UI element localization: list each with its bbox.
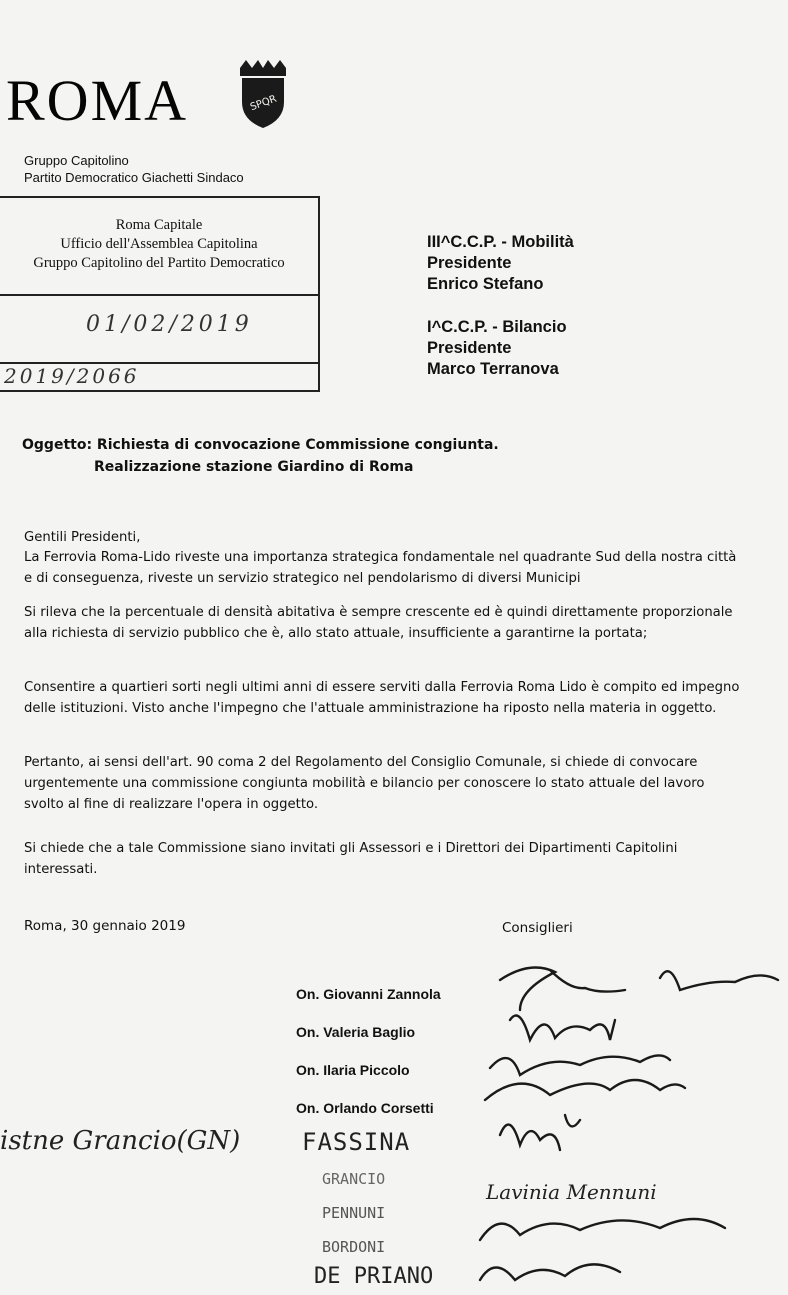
recipient-commission: I^C.C.P. - Bilancio xyxy=(427,318,567,336)
signer-name: On. Giovanni Zannola xyxy=(296,986,441,1002)
recipient-role: Presidente xyxy=(427,339,512,357)
signer-name: On. Ilaria Piccolo xyxy=(296,1062,410,1078)
roma-crest-icon xyxy=(232,58,294,130)
body-paragraph: La Ferrovia Roma-Lido riveste una importanza strategica fondamentale nel quadrante Sud della nostra città e di conseguenza, riveste un servizio strategico nel pendolarismo di diversi Municipi xyxy=(24,550,737,586)
stamp-protocol: 2019/2066 xyxy=(4,364,140,388)
group-line-1: Gruppo Capitolino xyxy=(24,153,129,168)
signer-name: On. Orlando Corsetti xyxy=(296,1100,434,1116)
subject-line-1: Oggetto: Richiesta di convocazione Commissione congiunta. xyxy=(22,437,499,453)
handwritten-name: PENNUNI xyxy=(322,1204,386,1222)
recipient-role: Presidente xyxy=(427,254,512,272)
stamp-divider xyxy=(0,294,318,296)
stamp-line-3: Gruppo Capitolino del Partito Democratico xyxy=(33,255,285,271)
letter-date: Roma, 30 gennaio 2019 xyxy=(24,918,186,934)
svg-text:SPQR: SPQR xyxy=(248,93,279,114)
consiglieri-label: Consiglieri xyxy=(502,920,573,936)
stamp-line-2: Ufficio dell'Assemblea Capitolina xyxy=(60,236,258,252)
party-group xyxy=(24,152,244,186)
stamp-line-1: Roma Capitale xyxy=(115,217,203,233)
handwritten-name: GRANCIO xyxy=(322,1170,386,1188)
body-paragraph: Pertanto, ai sensi dell'art. 90 coma 2 del Regolamento del Consiglio Comunale, si chiede di convocare urgentemente una commissione congiunta mobilità e bilancio per conoscere lo stato attuale del lavoro svolto al fine di realizzare l'opera in oggetto. xyxy=(24,755,705,812)
recipient-name: Enrico Stefano xyxy=(427,275,544,293)
roma-logo: ROMA xyxy=(6,68,189,133)
recipient-name: Marco Terranova xyxy=(427,360,559,378)
handwritten-signature: Lavinia Mennuni xyxy=(486,1180,657,1204)
body-paragraph: Consentire a quartieri sorti negli ultimi anni di essere serviti dalla Ferrovia Roma Lido è compito ed impegno delle istituzioni. Visto anche l'impegno che l'attuale amministrazione ha riposto nella materia in oggetto. xyxy=(24,680,740,716)
handwritten-name: BORDONI xyxy=(322,1238,386,1256)
handwritten-name: FASSINA xyxy=(302,1128,411,1156)
body-paragraph: Si rileva che la percentuale di densità abitativa è sempre crescente ed è quindi direttamente proporzionale alla richiesta di servizio pubblico che è, allo stato attuale, insufficiente a garantirne la portata; xyxy=(24,605,733,641)
group-line-2: Partito Democratico Giachetti Sindaco xyxy=(24,170,244,185)
handwritten-name: DE PRIANO xyxy=(314,1264,434,1289)
salutation: Gentili Presidenti, xyxy=(24,530,141,545)
body-paragraph: Si chiede che a tale Commissione siano invitati gli Assessori e i Direttori dei Dipartimenti Capitolini interessati. xyxy=(24,841,678,877)
protocol-stamp xyxy=(0,196,320,392)
stamp-header xyxy=(0,198,318,294)
recipient-block xyxy=(427,232,574,295)
signatures-image xyxy=(460,950,780,1295)
signer-name: On. Valeria Baglio xyxy=(296,1024,416,1040)
subject-line-2: Realizzazione stazione Giardino di Roma xyxy=(94,459,414,475)
subject xyxy=(22,434,499,478)
stamp-date: 01/02/2019 xyxy=(86,312,253,337)
recipient-commission: III^C.C.P. - Mobilità xyxy=(427,233,574,251)
recipient-block xyxy=(427,317,567,380)
handwritten-note: istne Grancio(GN) xyxy=(0,1126,241,1156)
